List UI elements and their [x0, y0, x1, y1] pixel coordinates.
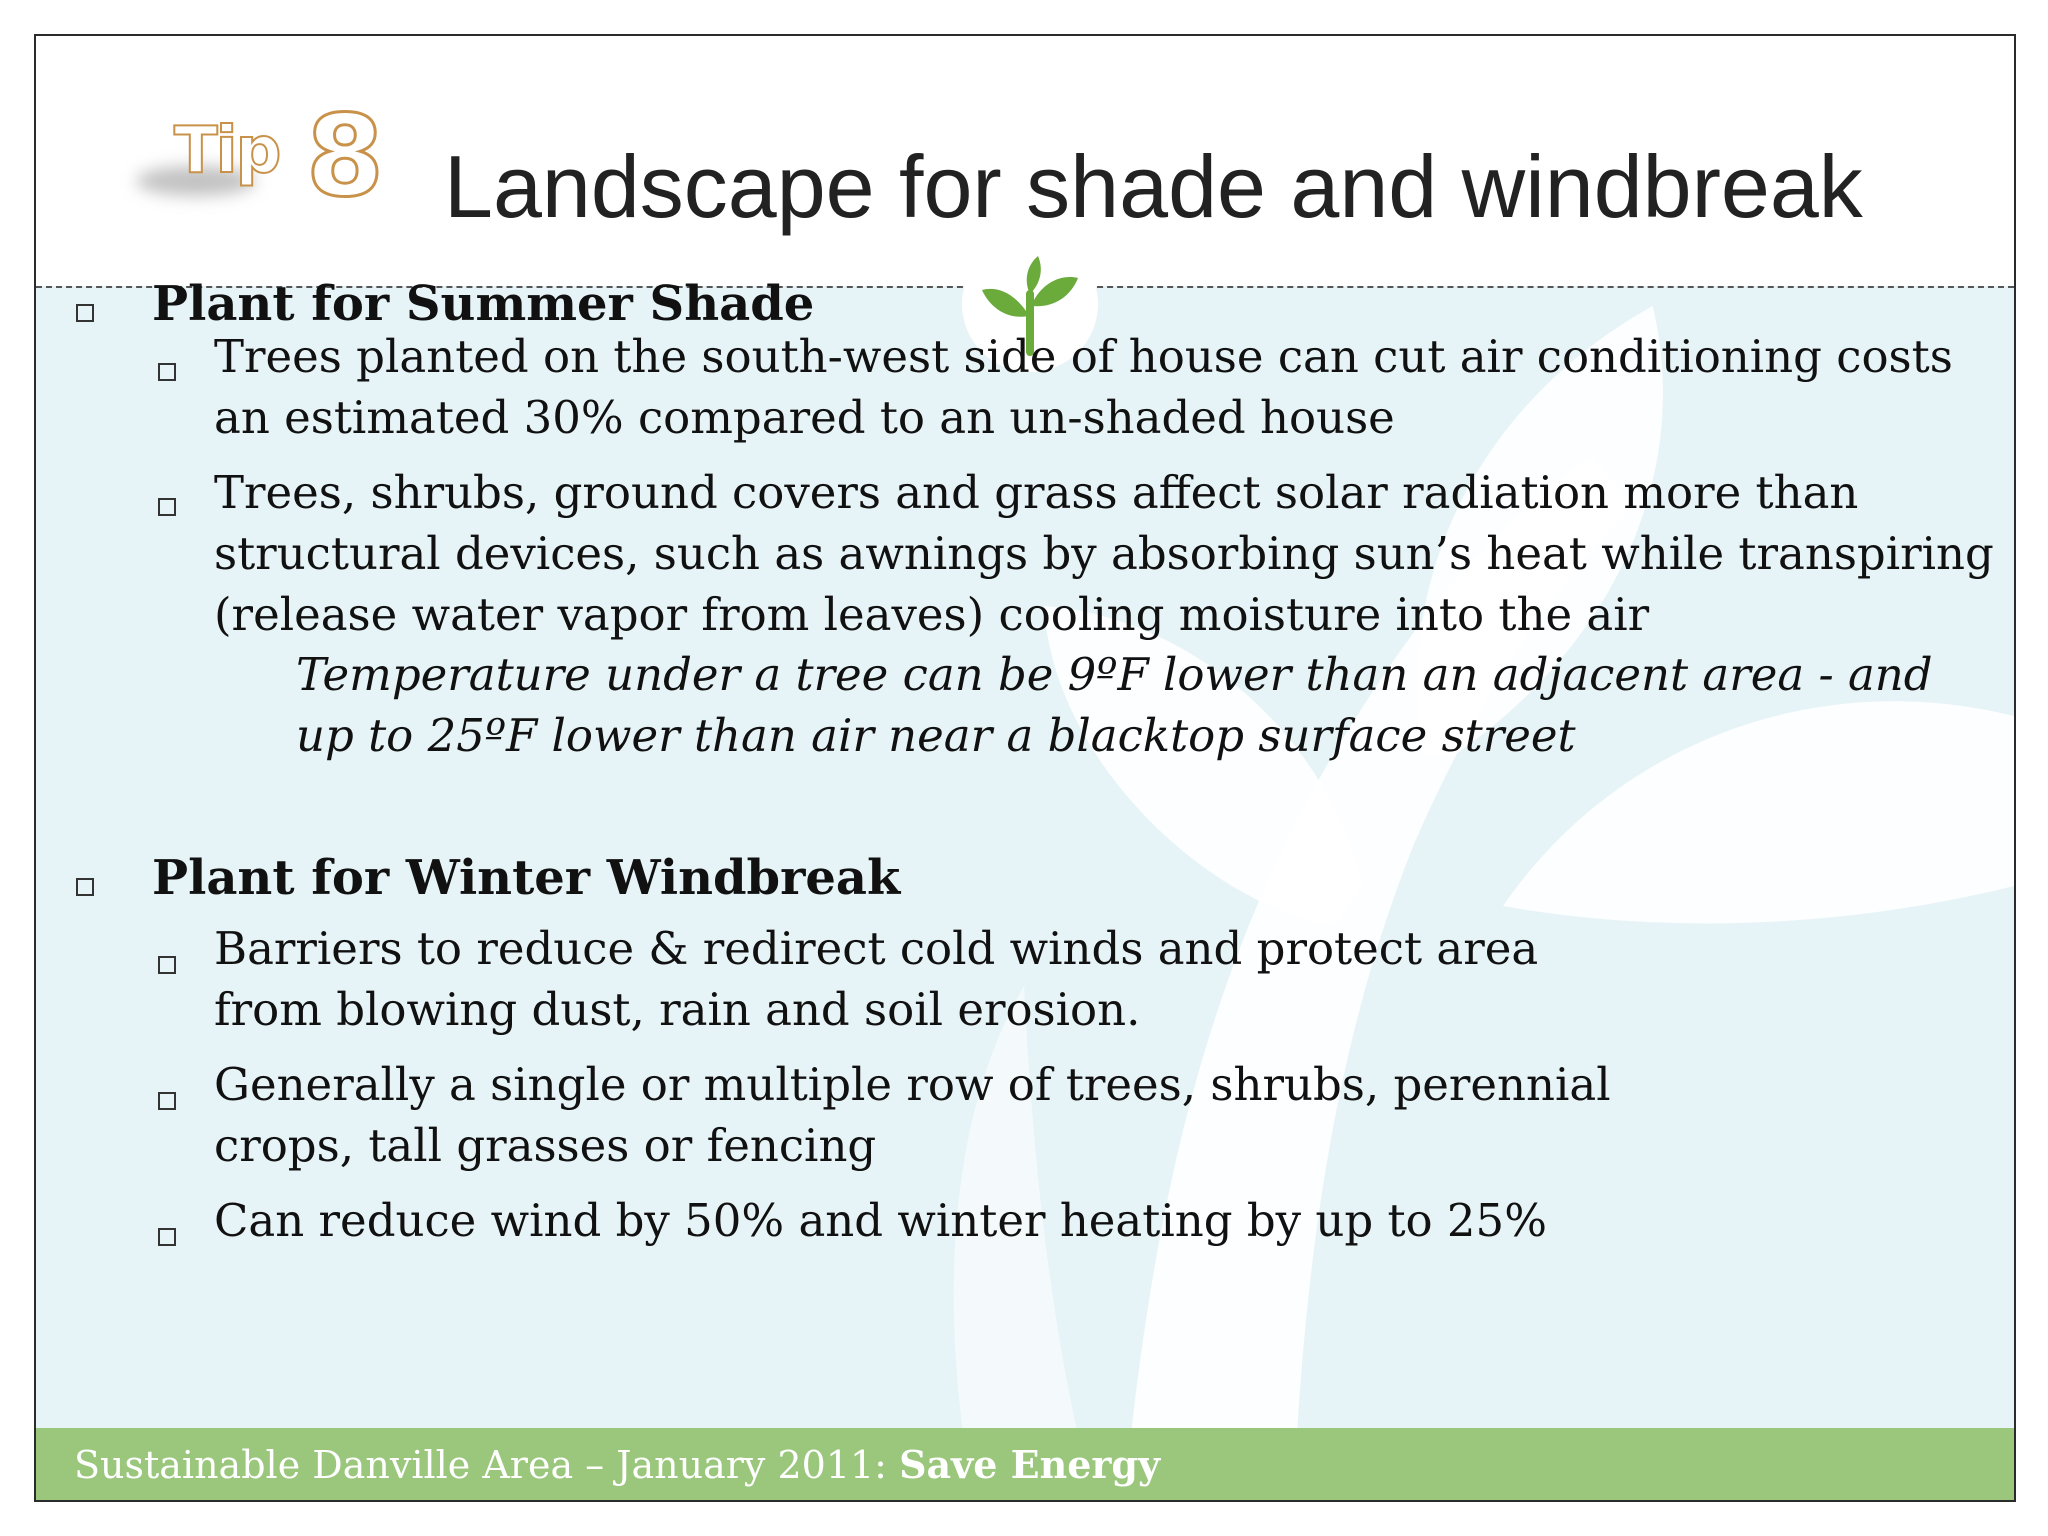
- temperature-note: Temperature under a tree can be 9ºF lower than an adjacent area - and up to 25ºF lower than air near a blacktop surface street: [296, 648, 1933, 762]
- tip-number: 8: [306, 92, 384, 222]
- checkbox-square-icon: [76, 304, 94, 322]
- footer-org-date: Sustainable Danville Area – January 2011:: [74, 1443, 887, 1487]
- checkbox-square-icon: [158, 498, 176, 516]
- list-item: Barriers to reduce & redirect cold winds and protect area from blowing dust, rain and soil erosion.: [214, 922, 1539, 1036]
- page-title: Landscape for shade and windbreak: [444, 137, 1863, 236]
- footer-bar: [36, 1428, 2014, 1500]
- section-heading: Plant for Summer Shade: [152, 276, 815, 332]
- checkbox-square-icon: [76, 878, 94, 896]
- footer-text: [74, 1442, 1160, 1487]
- list-item: Trees, shrubs, ground covers and grass affect solar radiation more than structural devices, such as awnings by absorbing sun’s heat while transpiring (release water vapor from leaves) cooling moisture into the air: [214, 466, 1994, 641]
- checkbox-square-icon: [158, 1092, 176, 1110]
- checkbox-square-icon: [158, 956, 176, 974]
- slide: [34, 34, 2016, 1502]
- list-item: Generally a single or multiple row of trees, shrubs, perennial crops, tall grasses or fencing: [214, 1058, 1611, 1172]
- section-heading: Plant for Winter Windbreak: [152, 850, 901, 906]
- checkbox-square-icon: [158, 1228, 176, 1246]
- checkbox-square-icon: [158, 363, 176, 381]
- list-item: Trees planted on the south-west side of house can cut air conditioning costs an estimated 30% compared to an un-shaded house: [214, 330, 1953, 444]
- list-item: Can reduce wind by 50% and winter heating by up to 25%: [214, 1194, 1547, 1247]
- bullet-list: [36, 36, 2014, 1500]
- footer-theme: Save Energy: [899, 1442, 1161, 1487]
- tip-label: Tip: [174, 114, 280, 188]
